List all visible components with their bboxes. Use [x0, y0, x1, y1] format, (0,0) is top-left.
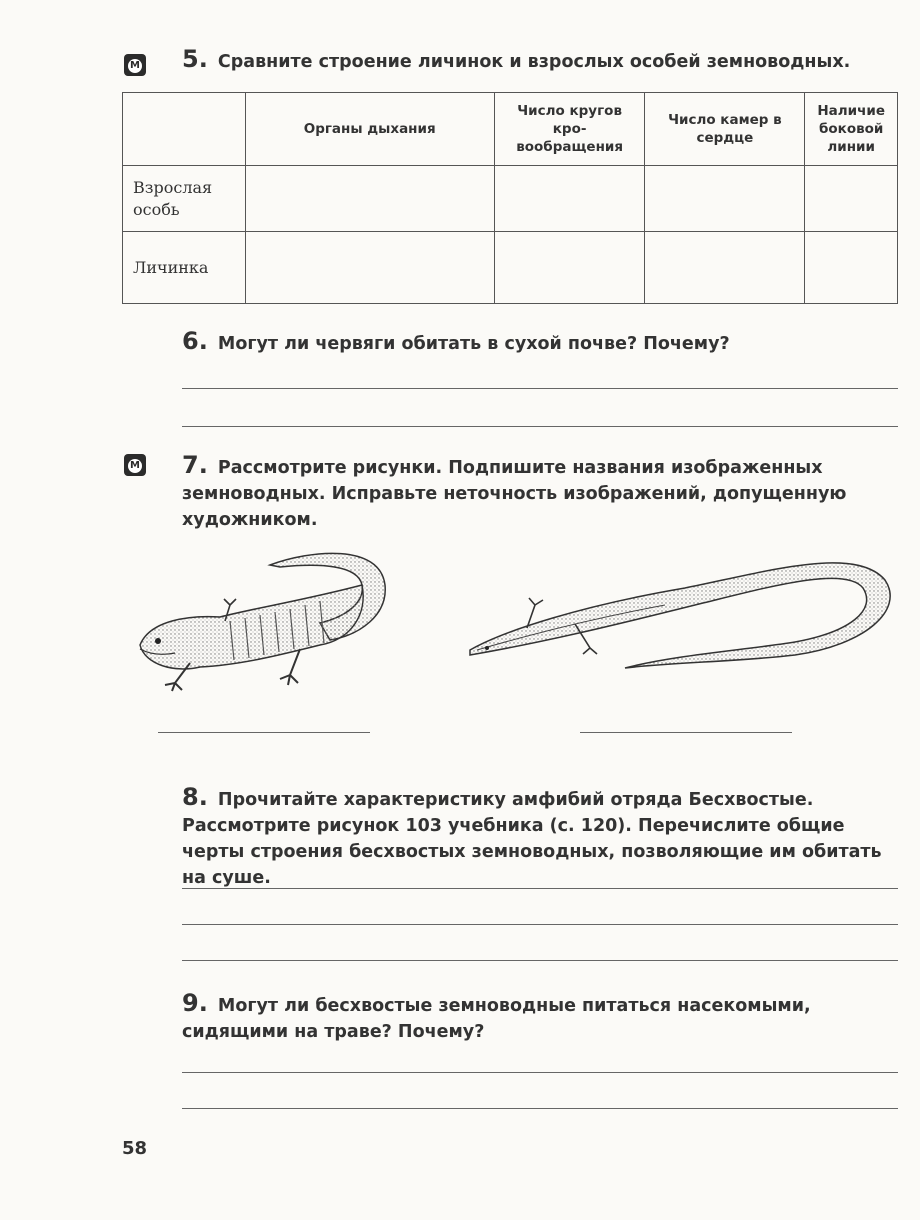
table-header: Наличие боковой линии — [805, 93, 898, 166]
table-header: Органы дыхания — [245, 93, 494, 166]
table-header-row — [123, 93, 898, 166]
answer-line[interactable] — [182, 426, 898, 427]
table-cell[interactable] — [645, 232, 805, 304]
salamander-drawing — [130, 545, 400, 695]
task-text: Рассмотрите рисунки. Подпишите названия изображенных земноводных. Исправьте неточность изображений, допущенную художником. — [182, 458, 847, 530]
task-number: 5. — [182, 45, 208, 73]
task-number: 7. — [182, 451, 208, 479]
table-cell[interactable] — [805, 166, 898, 232]
page-number: 58 — [122, 1138, 148, 1159]
caecilian-drawing — [465, 550, 895, 670]
table-header: Число кругов кро- вообращения — [494, 93, 645, 166]
table-row — [123, 232, 898, 304]
table-cell[interactable] — [494, 166, 645, 232]
row-label: Взрослая особь — [123, 166, 246, 232]
task-5 — [182, 46, 898, 75]
task-number: 8. — [182, 783, 208, 811]
answer-line[interactable] — [182, 888, 898, 889]
table-header: Число камер в сердце — [645, 93, 805, 166]
table-cell[interactable] — [805, 232, 898, 304]
table-cell[interactable] — [494, 232, 645, 304]
answer-line[interactable] — [182, 924, 898, 925]
answer-line[interactable] — [182, 960, 898, 961]
answer-line[interactable] — [182, 1072, 898, 1073]
method-badge-icon: М — [124, 454, 146, 476]
task-number: 9. — [182, 989, 208, 1017]
label-line[interactable] — [580, 732, 792, 733]
task-6 — [182, 328, 898, 357]
task-text: Сравните строение личинок и взрослых особей земноводных. — [217, 52, 851, 72]
task-text: Могут ли червяги обитать в сухой почве? Почему? — [217, 334, 730, 354]
comparison-table — [122, 92, 898, 304]
table-header — [123, 93, 246, 166]
label-line[interactable] — [158, 732, 370, 733]
task-text: Прочитайте характеристику амфибий отряда Бесхвостые. Рассмотрите рисунок 103 учебника (с. 120). Перечислите общие черты строения бесхвостых земноводных, позволяющие им обитать на суше. — [182, 790, 882, 888]
task-text: Могут ли бесхвостые земноводные питаться насекомыми, сидящими на траве? Почему? — [182, 996, 811, 1042]
task-9 — [182, 990, 898, 1045]
task-8 — [182, 784, 898, 891]
table-cell[interactable] — [245, 166, 494, 232]
row-label: Личинка — [123, 232, 246, 304]
task-number: 6. — [182, 327, 208, 355]
method-badge-icon: М — [124, 54, 146, 76]
table-row — [123, 166, 898, 232]
table-cell[interactable] — [645, 166, 805, 232]
table-cell[interactable] — [245, 232, 494, 304]
answer-line[interactable] — [182, 1108, 898, 1109]
answer-line[interactable] — [182, 388, 898, 389]
task-7 — [182, 452, 898, 533]
